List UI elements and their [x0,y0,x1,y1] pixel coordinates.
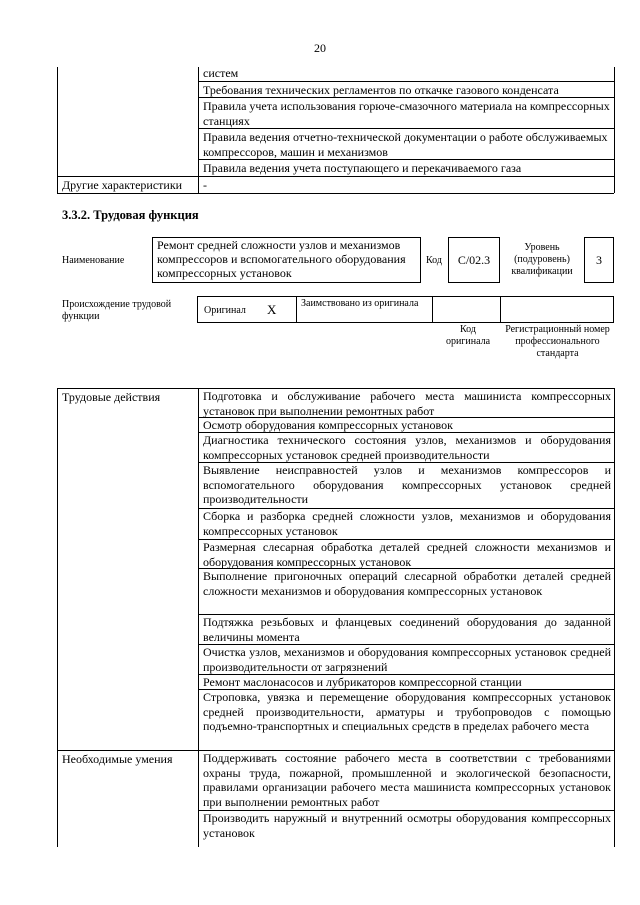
table-row: Очистка узлов, механизмов и оборудования компрессорных установок средней производительности от загрязнений [203,645,611,674]
table-row: Сборка и разборка средней сложности узлов, механизмов и оборудования компрессорных установок [203,509,611,538]
table-row: Размерная слесарная обработка деталей средней сложности механизмов и оборудования компрессорных установок [203,540,611,569]
table-row: Поддерживать состояние рабочего места в соответствии с требованиями охраны труда, пожарной, промышленной и экологической безопасности, правилами организации рабочего места машиниста компрессорных установок при выполнении ремонтных работ [203,751,611,809]
table-row: систем [203,66,239,80]
borrowed-label: Заимствовано из оригинала [301,298,419,309]
registration-caption: Регистрационный номер профессионального стандарта [505,324,610,359]
table-row: Правила ведения учета поступающего и перекачиваемого газа [203,161,522,175]
table-row: Производить наружный и внутренний осмотры оборудования компрессорных установок [203,811,611,840]
table-row: Выполнение пригоночных операций слесарной обработки деталей средней сложности механизмов и оборудования компрессорных установок [203,569,611,598]
table-row: Подготовка и обслуживание рабочего места машиниста компрессорных установок при выполнении ремонтных работ [203,389,611,418]
other-characteristics-label: Другие характеристики [62,178,183,192]
other-characteristics-value: - [203,178,207,192]
name-label: Наименование [62,255,125,266]
code-label: Код [426,255,442,266]
table-row: Диагностика технического состояния узлов, механизмов и оборудования компрессорных установок средней производительности [203,433,611,462]
table-row: Выявление неисправностей узлов и механизмов компрессоров и вспомогательного оборудования компрессорных установок средней производительности [203,463,611,506]
table-row: Правила учета использования горюче-смазочного материала на компрессорных станциях [203,99,610,128]
labor-actions-label: Трудовые действия [62,390,161,404]
table-row: Ремонт маслонасосов и лубрикаторов компрессорной станции [203,675,522,689]
code-value: C/02.3 [457,253,491,267]
original-label: Оригинал [204,305,246,316]
table-row: Осмотр оборудования компрессорных установок [203,418,453,432]
original-mark: X [267,302,277,317]
required-skills-label: Необходимые умения [62,752,173,766]
table-row: Правила ведения отчетно-технической документации о работе обслуживаемых компрессоров, машин и механизмов [203,130,608,159]
origin-label: Происхождение трудовой функции [62,299,172,322]
code-original-caption: Код оригинала [445,324,491,347]
table-row: Требования технических регламентов по откачке газового конденсата [203,83,559,97]
table-row: Строповка, увязка и перемещение оборудования компрессорных установок средней производительности, арматуры и трубопроводов с помощью подъемно-транспортных и специальных средств в пределах рабочего места [203,690,611,733]
level-value: 3 [596,253,602,267]
table-row: Подтяжка резьбовых и фланцевых соединений оборудования до заданной величины момента [203,615,611,644]
section-title: 3.3.2. Трудовая функция [62,208,199,222]
page-number: 20 [314,41,326,55]
name-value: Ремонт средней сложности узлов и механизмов компрессоров и вспомогательного оборудования компрессорных установок [157,238,406,280]
level-label: Уровень (подуровень) квалификации [511,242,573,277]
